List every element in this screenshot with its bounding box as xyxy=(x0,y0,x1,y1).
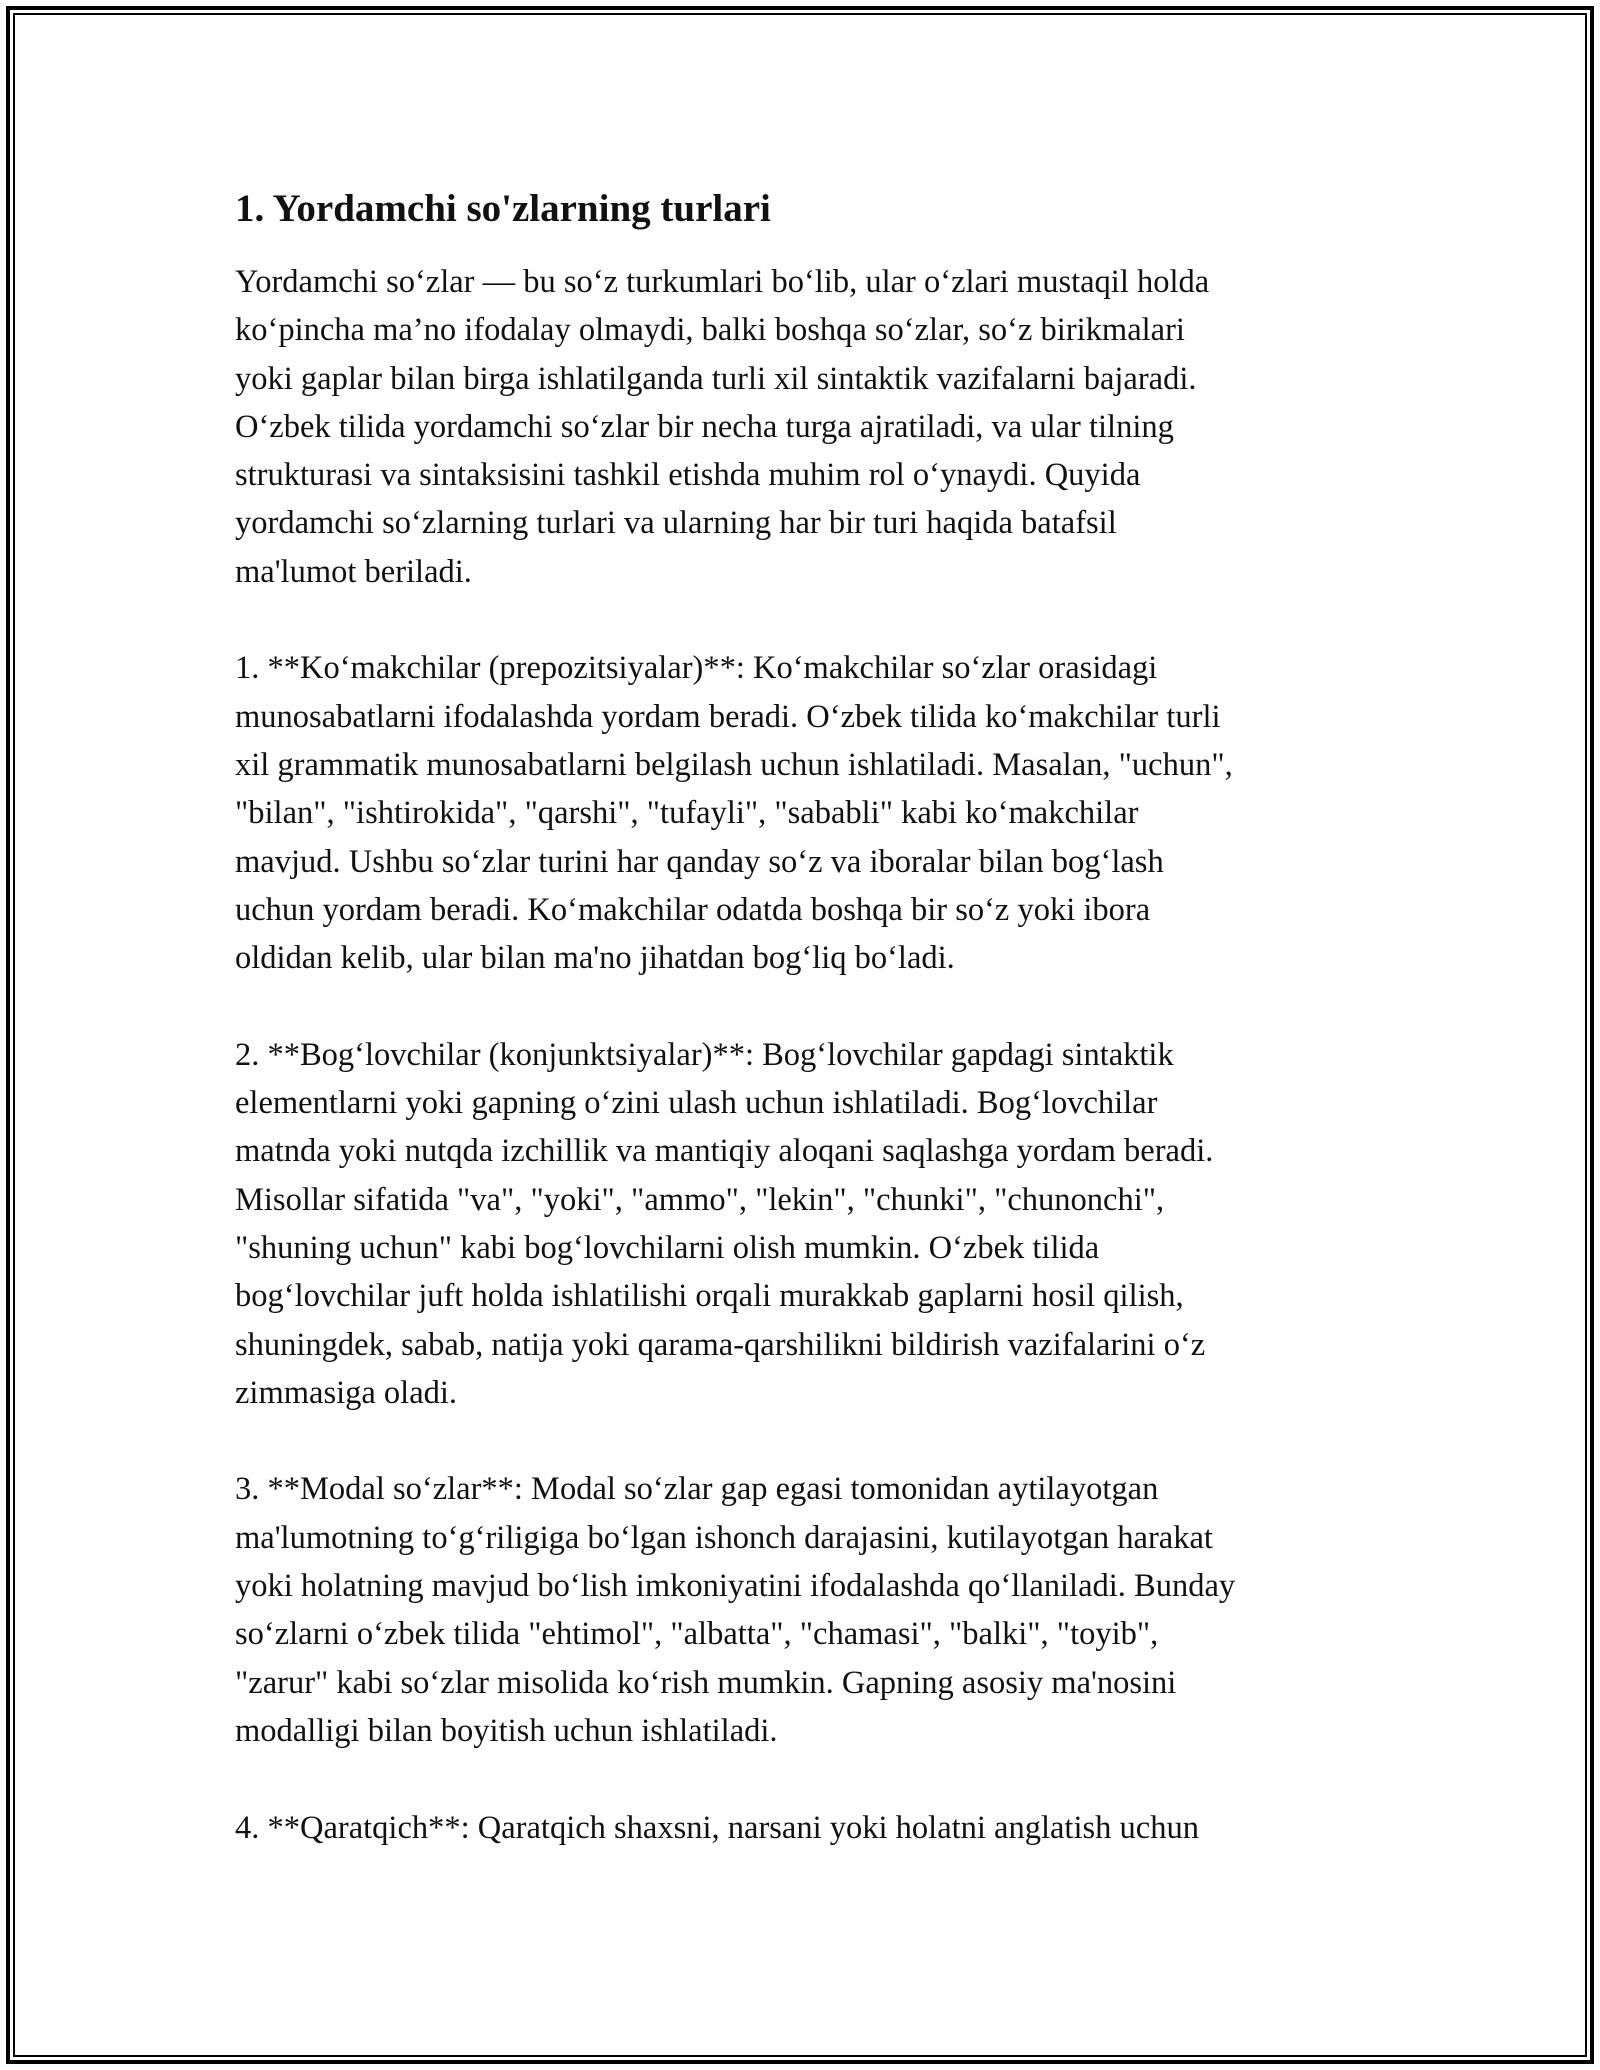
paragraph-line: oldidan kelib, ular bilan ma'no jihatdan bog‘liq bo‘ladi. xyxy=(235,940,955,977)
paragraph-line: ma'lumot beriladi. xyxy=(235,553,472,590)
paragraph-line: Yordamchi so‘zlar — bu so‘z turkumlari bo‘lib, ular o‘zlari mustaqil holda xyxy=(235,264,1210,300)
paragraph-line: yoki gaplar bilan birga ishlatilganda turli xil sintaktik vazifalarni bajaradi. xyxy=(235,360,1197,397)
boglovchilar-paragraph xyxy=(235,1031,1370,1417)
paragraph-line: modalligi bilan boyitish uchun ishlatiladi. xyxy=(235,1712,778,1749)
paragraph-line: "zarur" kabi so‘zlar misolida ko‘rish mumkin. Gapning asosiy ma'nosini xyxy=(235,1664,1177,1701)
paragraph-line: zimmasiga oladi. xyxy=(235,1374,458,1411)
paragraph-line: ma'lumotning to‘g‘riligiga bo‘lgan ishonch darajasini, kutilayotgan harakat xyxy=(235,1519,1213,1556)
paragraph-line: yoki holatning mavjud bo‘lish imkoniyatini ifodalashda qo‘llaniladi. Bunday xyxy=(235,1568,1236,1605)
paragraph-line: matnda yoki nutqda izchillik va mantiqiy aloqani saqlashga yordam beradi. xyxy=(235,1133,1214,1170)
document-body xyxy=(235,185,1370,1852)
paragraph-line: ko‘pincha ma’no ifodalay olmaydi, balki boshqa so‘zlar, so‘z birikmalari xyxy=(235,312,1185,349)
qaratqich-paragraph xyxy=(235,1804,1370,1852)
paragraph-gap xyxy=(235,982,1370,1030)
paragraph-line: yordamchi so‘zlarning turlari va ularning har bir turi haqida batafsil xyxy=(235,505,1117,542)
paragraph-line: 3. **Modal so‘zlar**: Modal so‘zlar gap egasi tomonidan aytilayotgan xyxy=(235,1471,1159,1508)
paragraph-gap xyxy=(235,596,1370,644)
paragraph-line: "bilan", "ishtirokida", "qarshi", "tufayli", "sababli" kabi ko‘makchilar xyxy=(235,795,1139,832)
paragraph-line: elementlarni yoki gapning o‘zini ulash uchun ishlatiladi. Bog‘lovchilar xyxy=(235,1085,1158,1122)
paragraph-line: O‘zbek tilida yordamchi so‘zlar bir necha turga ajratiladi, va ular tilning xyxy=(235,408,1174,445)
paragraph-line: "shuning uchun" kabi bog‘lovchilarni olish mumkin. O‘zbek tilida xyxy=(235,1229,1100,1266)
paragraph-gap xyxy=(235,1417,1370,1465)
paragraph-line: munosabatlarni ifodalashda yordam beradi. O‘zbek tilida ko‘makchilar turli xyxy=(235,698,1221,735)
paragraph-line: so‘zlarni o‘zbek tilida "ehtimol", "albatta", "chamasi", "balki", "toyib", xyxy=(235,1616,1159,1653)
paragraph-line: 1. **Ko‘makchilar (prepozitsiyalar)**: Ko‘makchilar so‘zlar orasidagi xyxy=(235,650,1158,687)
intro-paragraph xyxy=(235,258,1370,596)
section-heading: 1. Yordamchi so'zlarning turlari xyxy=(235,187,771,230)
paragraph-line: strukturasi va sintaksisini tashkil etishda muhim rol o‘ynaydi. Quyida xyxy=(235,457,1141,494)
paragraph-line: 4. **Qaratqich**: Qaratqich shaxsni, narsani yoki holatni anglatish uchun xyxy=(235,1809,1199,1846)
paragraph-line: mavjud. Ushbu so‘zlar turini har qanday so‘z va iboralar bilan bog‘lash xyxy=(235,843,1164,880)
komakchilar-paragraph xyxy=(235,644,1370,982)
paragraph-line: bog‘lovchilar juft holda ishlatilishi orqali murakkab gaplarni hosil qilish, xyxy=(235,1278,1184,1315)
paragraph-line: 2. **Bog‘lovchilar (konjunktsiyalar)**: Bog‘lovchilar gapdagi sintaktik xyxy=(235,1036,1174,1073)
paragraph-line: xil grammatik munosabatlarni belgilash uchun ishlatiladi. Masalan, "uchun", xyxy=(235,746,1233,783)
paragraph-line: shuningdek, sabab, natija yoki qarama-qarshilikni bildirish vazifalarini o‘z xyxy=(235,1326,1206,1363)
modal-sozlar-paragraph xyxy=(235,1465,1370,1755)
paragraph-line: uchun yordam beradi. Ko‘makchilar odatda boshqa bir so‘z yoki ibora xyxy=(235,891,1151,928)
paragraph-line: Misollar sifatida "va", "yoki", "ammo", "lekin", "chunki", "chunonchi", xyxy=(235,1181,1165,1218)
paragraph-gap xyxy=(235,1755,1370,1803)
